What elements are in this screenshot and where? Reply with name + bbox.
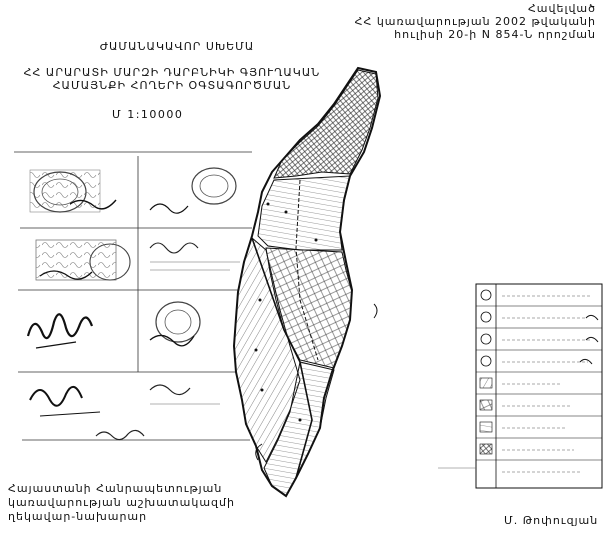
signer-title-line-1: Հայաստանի Հանրապետության	[8, 482, 223, 495]
neighbor-boundary-mark	[374, 304, 377, 318]
legend-table	[476, 284, 602, 488]
map-title-sub	[12, 66, 332, 92]
annex-line-1: Հավելված	[527, 2, 596, 15]
signer-title-line-3: ղեկավար-նախարար	[8, 510, 148, 523]
signer-title-line-2: կառավարության աշխատակազմի	[8, 496, 235, 509]
stamp-3	[36, 240, 130, 280]
signature-block-left	[8, 482, 235, 524]
signature-6	[30, 385, 220, 416]
signature-5	[28, 302, 200, 348]
signer-name: Մ. Թոփուզյան	[504, 514, 599, 527]
signature-7	[96, 430, 144, 439]
stamp-4	[150, 243, 240, 270]
annex-line-2: ՀՀ կառավարության 2002 թվականի	[354, 15, 596, 28]
land-use-plan	[234, 68, 380, 496]
neighbor-approvals-panel	[14, 152, 252, 440]
annex-line-3: հուլիսի 20-ի N 854-Ն որոշման	[394, 28, 596, 41]
annex-header	[336, 2, 596, 41]
map-title-line-3: ՀԱՄԱՅՆՔԻ ՀՈՂԵՐԻ ՕԳՏԱԳՈՐԾՄԱՆ	[52, 79, 292, 92]
map-title-main: ԺԱՄԱՆԱԿԱՎՈՐ ՍԽԵՄԱ	[99, 40, 255, 53]
stamp-1	[30, 170, 116, 212]
map-scale: Մ 1:10000	[112, 108, 184, 121]
map-title-line-2: ՀՀ ԱՐԱՐԱՏԻ ՄԱՐԶԻ ԴԱՐԲՆԻԿԻ ԳՅՈՒՂԱԿԱՆ	[23, 66, 321, 79]
stamp-2	[150, 168, 236, 213]
arable-zone-upper	[258, 176, 350, 250]
